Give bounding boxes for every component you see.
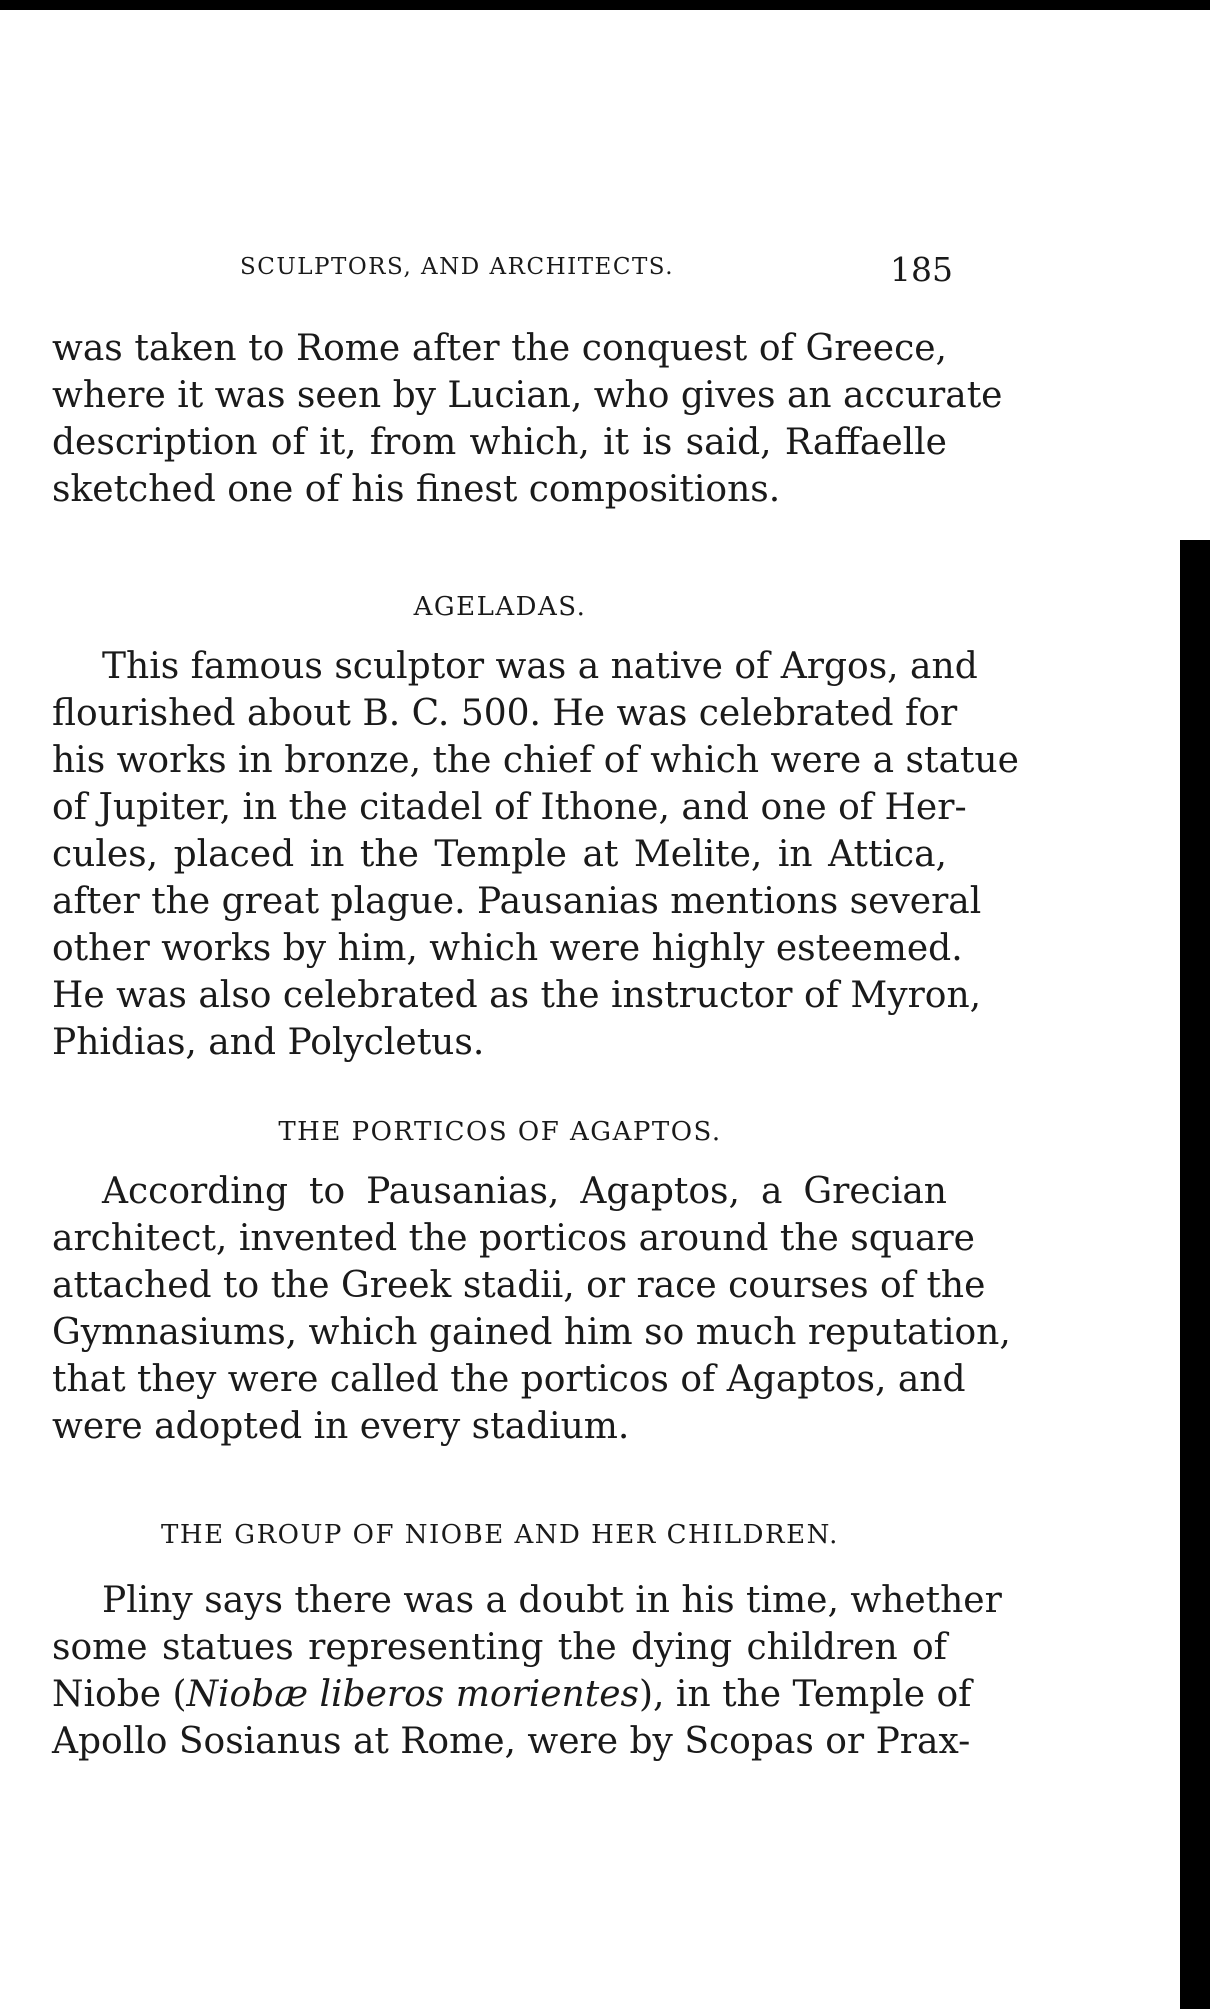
- text-line: description of it, from which, it is said, Raffaelle: [52, 422, 947, 463]
- scan-top-edge: [0, 0, 1210, 10]
- text-line: that they were called the porticos of Agaptos, and: [52, 1359, 966, 1400]
- text-line: sketched one of his finest compositions.: [52, 469, 781, 510]
- section-heading-ageladas: AGELADAS.: [413, 592, 587, 622]
- text-line: after the great plague. Pausanias mentions several: [52, 881, 982, 922]
- section-heading-niobe: THE GROUP OF NIOBE AND HER CHILDREN.: [161, 1520, 839, 1550]
- paragraph-ageladas: [52, 643, 1019, 1066]
- paragraph-continuation: [52, 325, 1003, 513]
- text-line: some statues representing the dying children of: [52, 1627, 947, 1668]
- latin-phrase: Niobæ liberos morientes: [186, 1674, 639, 1715]
- text-line: cules, placed in the Temple at Melite, in Attica,: [52, 834, 947, 875]
- paragraph-porticos: [52, 1168, 1011, 1450]
- text-line: Pliny says there was a doubt in his time, whether: [102, 1580, 1002, 1621]
- text-line: was taken to Rome after the conquest of Greece,: [52, 328, 947, 369]
- text-fragment: ), in the Temple of: [639, 1674, 972, 1715]
- paragraph-niobe: [52, 1577, 1002, 1765]
- text-line: This famous sculptor was a native of Argos, and: [102, 646, 978, 687]
- text-line: [52, 1671, 972, 1718]
- text-line: other works by him, which were highly esteemed.: [52, 928, 963, 969]
- text-line: flourished about B. C. 500. He was celebrated for: [52, 693, 958, 734]
- text-line: were adopted in every stadium.: [52, 1406, 630, 1447]
- text-line: architect, invented the porticos around the square: [52, 1218, 975, 1259]
- running-head: [0, 250, 960, 290]
- section-heading-porticos: THE PORTICOS OF AGAPTOS.: [278, 1117, 722, 1147]
- scan-right-edge: [1180, 540, 1210, 2009]
- text-line: Phidias, and Polycletus.: [52, 1022, 485, 1063]
- text-fragment: Niobe (: [52, 1674, 187, 1715]
- text-line: According to Pausanias, Agaptos, a Grecian: [102, 1171, 947, 1212]
- text-line: of Jupiter, in the citadel of Ithone, and one of Her-: [52, 787, 967, 828]
- text-line: Gymnasiums, which gained him so much reputation,: [52, 1312, 1011, 1353]
- text-line: where it was seen by Lucian, who gives an accurate: [52, 375, 1003, 416]
- running-title: SCULPTORS, AND ARCHITECTS.: [240, 254, 675, 280]
- text-line: He was also celebrated as the instructor of Myron,: [52, 975, 982, 1016]
- page-number: 185: [890, 250, 953, 289]
- text-line: Apollo Sosianus at Rome, were by Scopas or Prax-: [52, 1721, 971, 1762]
- text-line: his works in bronze, the chief of which were a statue: [52, 740, 1019, 781]
- text-line: attached to the Greek stadii, or race courses of the: [52, 1265, 986, 1306]
